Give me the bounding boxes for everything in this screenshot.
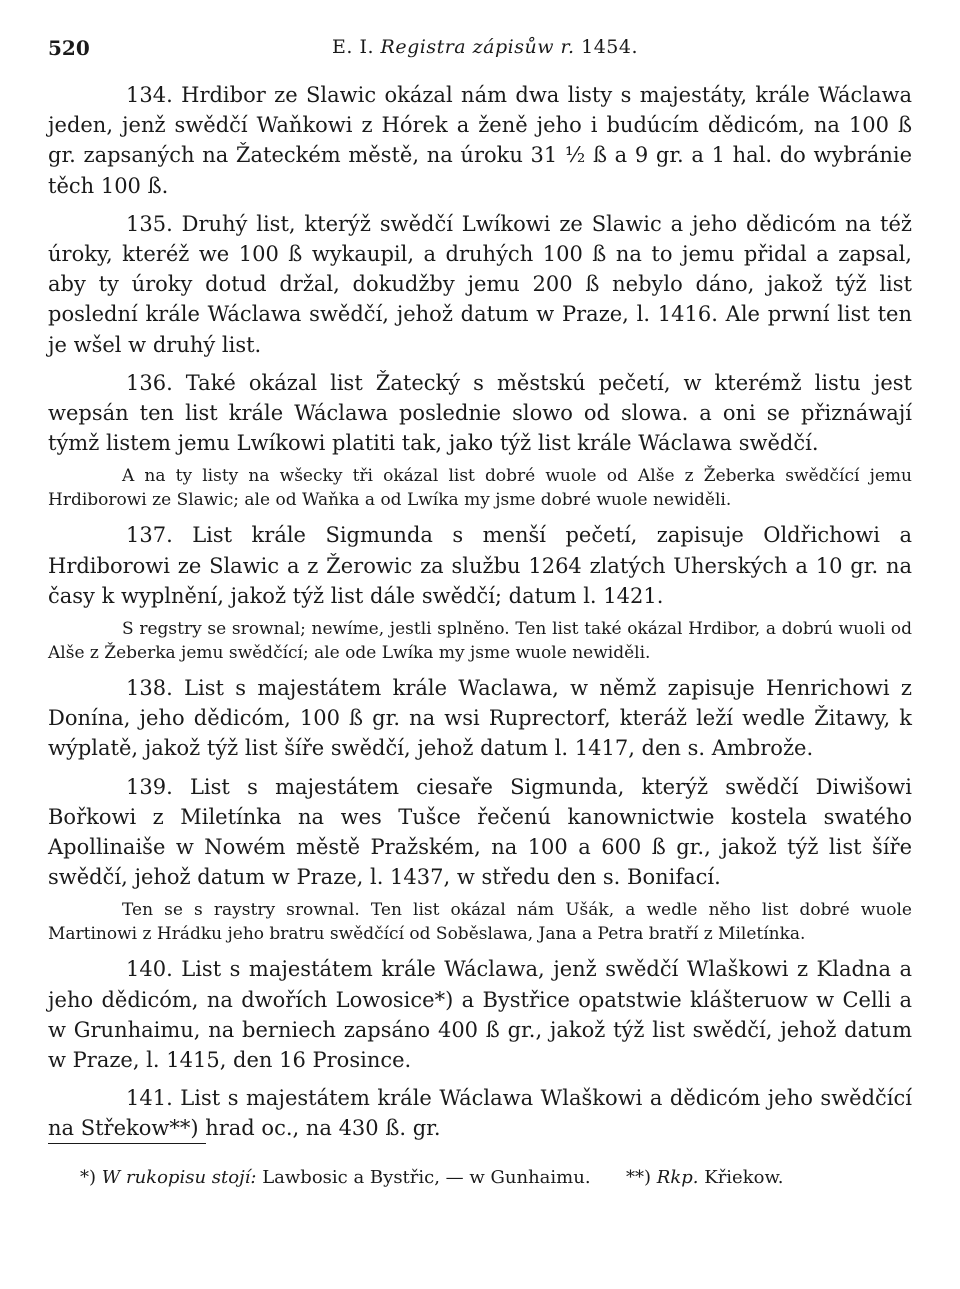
footnote-2-label: Rkp.	[656, 1167, 699, 1188]
entry-137-note: S regstry se srownal; newíme, jestli splněno. Ten list také okázal Hrdibor, a dobrú wuoli od Alše z Žeberka jemu swědčící; ale ode Lwíka my jsme wuole newiděli.	[48, 619, 912, 664]
entry-141: 141. List s majestátem krále Wáclawa Wlaškowi a dědicóm jeho swědčící na Střekow**) hrad oc., na 430 ß. gr.	[48, 1086, 912, 1141]
entry-136: 136. Také okázal list Žatecký s městskú pečetí, w kterémž listu jest wepsán ten list krále Wáclawa poslednie slowo od slowa. a oni se přiznáwají týmž listem jemu Lwíkowi platiti tak, jako týž list krále Wáclawa swědčí.	[48, 370, 912, 456]
entry-134: 134. Hrdibor ze Slawic okázal nám dwa listy s majestáty, krále Wáclawa jeden, jenž swědčí Waňkowi z Hórek a ženě jeho i budúcím dědicóm, na 100 ß gr. zapsaných na Žateckém městě, na úroku 31 ½ ß a 9 gr. a 1 hal. do wybránie těch 100 ß.	[48, 83, 912, 198]
entry-139-note: Ten se s raystry srownal. Ten list okázal nám Ušák, a wedle něho list dobré wuole Martinowi z Hrádku jeho bratru swědčící od Soběslawa, Jana a Petra bratří z Miletínka.	[48, 900, 912, 945]
page-number: 520	[48, 36, 90, 60]
entry-140: 140. List s majestátem krále Wáclawa, jenž swědčí Wlaškowi z Kladna a jeho dědicóm, na dwořích Lowosice*) a Bystřice opatstwie klášteruow w Celli a w Grunhaimu, na berniech zapsáno 400 ß gr., jakož týž list swědčí, jehož datum w Praze, l. 1415, den 16 Prosince.	[48, 957, 912, 1073]
footnote-1-text: Lawbosic a Bystřic, — w Gunhaimu.	[262, 1167, 591, 1188]
footnote-1-label: W rukopisu stojí:	[101, 1167, 257, 1188]
footnote-1-marker: *)	[80, 1167, 97, 1188]
page-header	[48, 36, 912, 66]
footnotes	[80, 1166, 912, 1190]
entry-139: 139. List s majestátem ciesaře Sigmunda, kterýž swědčí Diwišowi Bořkowi z Miletínka na wes Tušce řečenú kanownictwie kostela swatého Apollinaiše w Nowém městě Pražském, na 100 a 600 ß gr., jakož týž list šíře swědčí, jehož datum w Praze, l. 1437, w středu den s. Bonifací.	[48, 774, 912, 890]
footnote-2-text: Křiekow.	[704, 1167, 784, 1188]
entry-138: 138. List s majestátem krále Waclawa, w němž zapisuje Henrichowi z Donína, jeho dědicóm, 100 ß gr. na wsi Ruprectorf, kteráž leží wedle Žitawy, k wýplatě, jakož týž list šíře swědčí, jehož datum l. 1417, den s. Ambrože.	[48, 676, 912, 761]
entry-137: 137. List krále Sigmunda s menší pečetí, zapisuje Oldřichowi a Hrdiborowi ze Slawic a z Žerowic za službu 1264 zlatých Uherských a 10 gr. na časy k wyplnění, jakož týž list dále swědčí; datum l. 1421.	[48, 523, 912, 608]
series-label: E. I.	[332, 36, 374, 58]
running-head	[332, 36, 638, 58]
footnote-1	[80, 1167, 596, 1188]
footnote-divider	[48, 1143, 206, 1144]
entry-136-note: A na ty listy na wšecky tři okázal list dobré wuole od Alše z Žeberka swědčící jemu Hrdiborowi ze Slawic; ale od Waňka a od Lwíka my jsme dobré wuole newiděli.	[48, 466, 912, 511]
footnote-2	[626, 1167, 783, 1188]
entry-135: 135. Druhý list, kterýž swědčí Lwíkowi ze Slawic a jeho dědicóm na též úroky, kteréž we 100 ß wykaupil, a druhých 100 ß na to jemu přidal a zapsal, aby ty úroky dotud držal, dokudžby jemu 200 ß nebylo dáno, jakož týž list poslední krále Wáclawa swědčí, jehož datum w Praze, l. 1416. Ale prwní list ten je wšel w druhý list.	[48, 211, 912, 357]
page-body	[48, 80, 912, 1152]
footnote-2-marker: **)	[626, 1167, 652, 1188]
running-year: 1454.	[581, 36, 639, 58]
running-title: Registra zápisůw r.	[380, 36, 575, 58]
